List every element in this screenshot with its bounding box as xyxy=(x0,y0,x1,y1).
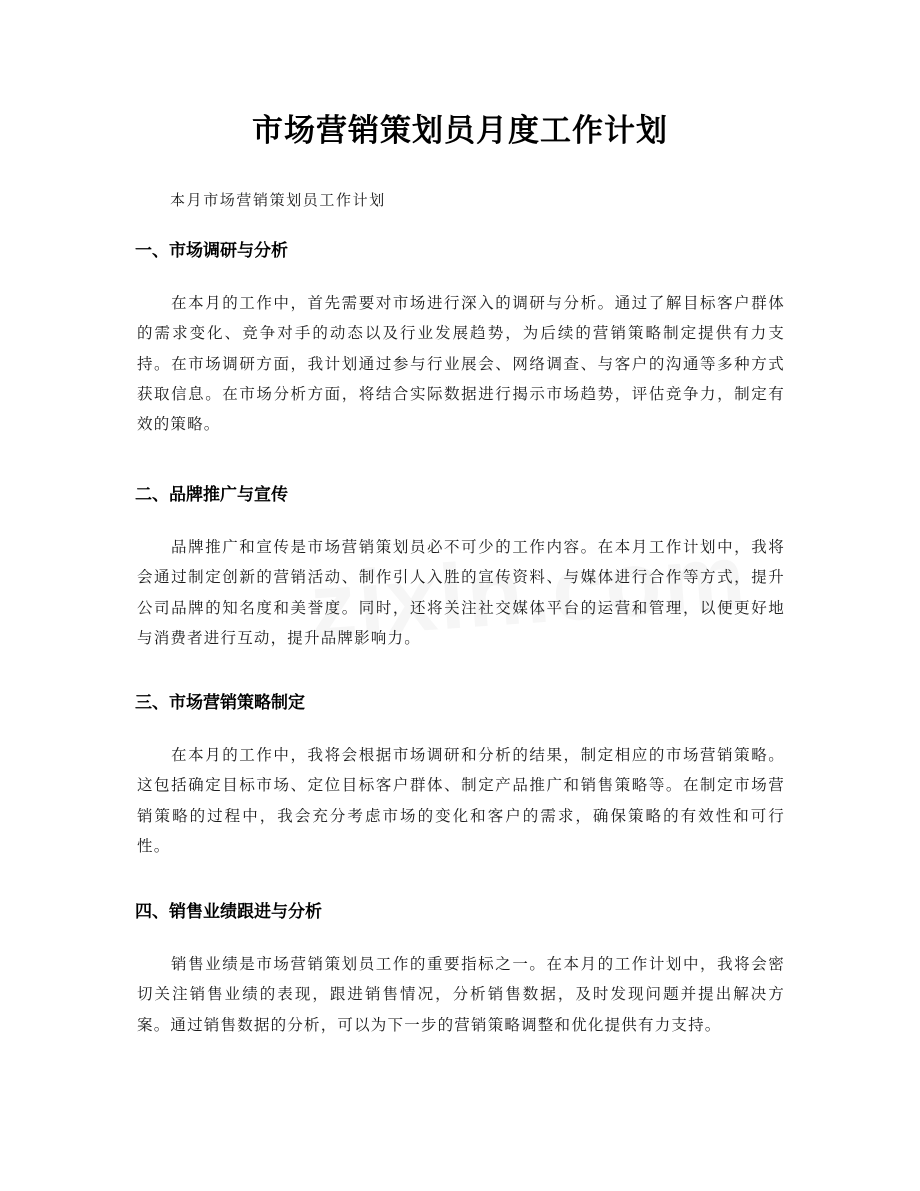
section-body-marketing-strategy: 在本月的工作中，我将会根据市场调研和分析的结果，制定相应的市场营销策略。这包括确定目标市场、定位目标客户群体、制定产品推广和销售策略等。在制定市场营销策略的过程中，我会充分考虑市场的变化和客户的需求，确保策略的有效性和可行性。 xyxy=(137,746,785,855)
document-subtitle: 本月市场营销策划员工作计划 xyxy=(170,191,386,209)
section-body-brand-promotion: 品牌推广和宣传是市场营销策划员必不可少的工作内容。在本月工作计划中，我将会通过制定创新的营销活动、制作引人入胜的宣传资料、与媒体进行合作等方式，提升公司品牌的知名度和美誉度。同时，还将关注社交媒体平台的运营和管理，以便更好地与消费者进行互动，提升品牌影响力。 xyxy=(137,538,785,647)
section-heading-marketing-strategy: 三、市场营销策略制定 xyxy=(135,693,305,713)
section-body-market-research: 在本月的工作中，首先需要对市场进行深入的调研与分析。通过了解目标客户群体的需求变化、竞争对手的动态以及行业发展趋势，为后续的营销策略制定提供有力支持。在市场调研方面，我计划通过参与行业展会、网络调查、与客户的沟通等多种方式获取信息。在市场分析方面，将结合实际数据进行揭示市场趋势，评估竞争力，制定有效的策略。 xyxy=(137,294,785,434)
section-body-sales-tracking: 销售业绩是市场营销策划员工作的重要指标之一。在本月的工作计划中，我将会密切关注销售业绩的表现，跟进销售情况，分析销售数据，及时发现问题并提出解决方案。通过销售数据的分析，可以为下一步的营销策略调整和优化提供有力支持。 xyxy=(137,955,785,1034)
section-heading-sales-tracking: 四、销售业绩跟进与分析 xyxy=(135,902,322,922)
document-title: 市场营销策划员月度工作计划 xyxy=(252,113,668,149)
section-heading-brand-promotion: 二、品牌推广与宣传 xyxy=(135,485,288,505)
section-heading-market-research: 一、市场调研与分析 xyxy=(135,241,288,261)
